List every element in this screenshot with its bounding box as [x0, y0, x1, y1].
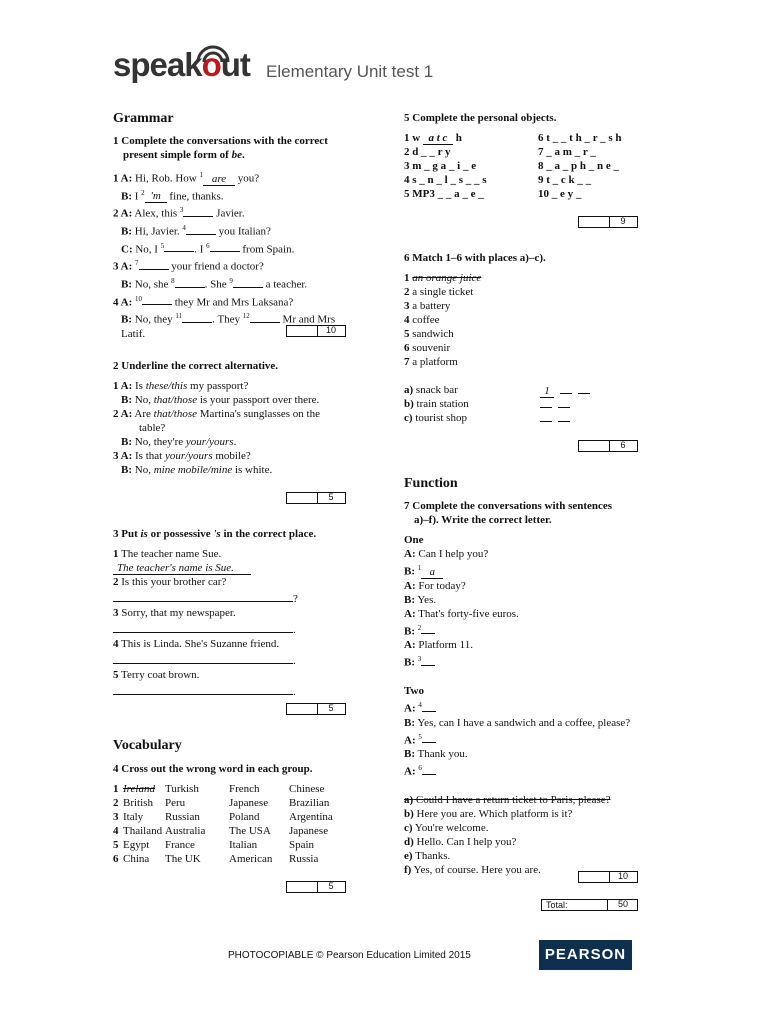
match-item-text: coffee: [412, 314, 440, 326]
vocab-word[interactable]: Russia: [289, 853, 319, 865]
grammar-heading: Grammar: [113, 111, 174, 126]
vocab-word[interactable]: Spain: [289, 839, 315, 851]
vocab-word[interactable]: French: [229, 783, 260, 795]
match-item: [404, 341, 640, 355]
question-3: 3 Put is or possessive 's in the correct place. 1 The teacher name Sue. The teacher's name is Sue. 2 Is this your brother car? ? 3 Sorry, that my newspaper. . 4 This is Linda. She's Suzanne friend. . 5 Terry coat brown. .: [113, 528, 317, 698]
vocab-word[interactable]: Peru: [165, 797, 186, 809]
answer-blank[interactable]: [210, 241, 240, 252]
vocab-row: [113, 810, 349, 824]
score-box-q2[interactable]: 5: [286, 492, 346, 504]
total-value: 50: [617, 899, 628, 909]
sentence-option-text: Hello. Can I help you?: [413, 835, 517, 848]
question-5: 1 w a t c h 6 t _ _ t h _ r _ s h 2 d _ _ r y 7 _ a m _ r _ 3 m _ g a _ i _ e 8 _ a _ p h _ n e _ 4 s _ n _ l _ s _ _ s 9 t _ c k _ _ 5 MP3 _ _ a _ e _ 10 _ e y _: [404, 132, 622, 200]
match-item-text: souvenir: [412, 342, 451, 354]
sentence-option-letter: a): [404, 793, 414, 806]
vocab-word[interactable]: British: [123, 797, 153, 809]
sentence-option-letter: e): [404, 849, 413, 862]
sentence-option-letter: f): [404, 863, 412, 876]
answer-line[interactable]: [113, 620, 293, 633]
score-box-q3[interactable]: 5: [286, 703, 346, 715]
answer-line[interactable]: [113, 651, 293, 664]
sentence-option: [404, 835, 654, 849]
match-answer-blank[interactable]: [578, 383, 590, 394]
vocab-word[interactable]: Italian: [229, 839, 258, 851]
vocab-word[interactable]: American: [229, 853, 273, 865]
vocab-row-number: 1: [113, 783, 119, 795]
score-box-q1[interactable]: 10: [286, 325, 346, 337]
score-box-q5[interactable]: 9: [578, 216, 638, 228]
sentence-option-text: You're welcome.: [412, 821, 489, 834]
vocab-word[interactable]: Turkish: [165, 783, 199, 795]
score-box-q4[interactable]: 5: [286, 881, 346, 893]
match-answer-blanks[interactable]: [540, 383, 596, 398]
answer-blank[interactable]: [183, 206, 213, 217]
vocab-word[interactable]: China: [123, 853, 150, 865]
answer-blank[interactable]: [422, 764, 436, 775]
match-place: [404, 397, 640, 411]
sentence-option: [404, 793, 654, 807]
sentence-option: [404, 807, 654, 821]
pearson-logo: PEARSON: [539, 940, 632, 970]
vocab-word[interactable]: Italy: [123, 811, 144, 823]
match-answer-blank[interactable]: [560, 383, 572, 394]
speakout-logo: speakout: [113, 46, 250, 83]
match-item-number: 2: [404, 286, 410, 298]
match-place-text: snack bar: [413, 384, 458, 396]
sentence-option-text: Yes, of course. Here you are.: [411, 863, 541, 876]
answer-blank[interactable]: [421, 655, 435, 666]
match-item-text: an orange juice: [412, 272, 482, 284]
match-answer-blank[interactable]: [558, 411, 570, 422]
vocab-word[interactable]: Egypt: [123, 839, 150, 851]
vocab-word[interactable]: Australia: [165, 825, 206, 837]
speaker-waves-icon: [192, 42, 234, 64]
match-place-text: train station: [413, 398, 469, 410]
answer-blank[interactable]: [233, 277, 263, 288]
answer-blank[interactable]: [422, 701, 436, 712]
vocabulary-heading: Vocabulary: [113, 738, 182, 753]
answer-blank[interactable]: [142, 294, 172, 305]
answer-blank[interactable]: [182, 312, 212, 323]
vocab-row-number: 2: [113, 797, 119, 809]
match-item-number: 6: [404, 342, 410, 354]
answer-blank[interactable]: [139, 259, 169, 270]
vocab-word[interactable]: The USA: [229, 825, 271, 837]
vocab-word[interactable]: France: [165, 839, 195, 851]
total-score-box[interactable]: [541, 899, 638, 911]
vocab-row-number: 4: [113, 825, 119, 837]
answer-blank[interactable]: [164, 241, 194, 252]
match-item: [404, 313, 640, 327]
sentence-option-letter: c): [404, 821, 413, 834]
answer-blank[interactable]: [250, 312, 280, 323]
alternative-choice[interactable]: your/yours: [185, 436, 234, 448]
match-item-text: sandwich: [412, 328, 454, 340]
match-item-text: a platform: [412, 356, 458, 368]
answer-blank[interactable]: [421, 623, 435, 634]
match-answer-blank[interactable]: [558, 397, 570, 408]
vocab-row-number: 6: [113, 853, 119, 865]
question-6-items: [404, 271, 640, 369]
total-label: Total:: [542, 900, 608, 910]
vocab-word[interactable]: Japanese: [289, 825, 329, 837]
vocab-word[interactable]: Chinese: [289, 783, 325, 795]
vocab-word[interactable]: Thailand: [123, 825, 163, 837]
alternative-choice[interactable]: that/those: [153, 394, 198, 406]
question-4-instruction: 4 Cross out the wrong word in each group.: [113, 763, 313, 775]
match-item: [404, 327, 640, 341]
sentence-option-text: Thanks.: [412, 849, 451, 862]
sentence-option-text: Could I have a return ticket to Paris, please?: [413, 793, 611, 806]
match-item-text: a single ticket: [412, 286, 474, 298]
match-item: [404, 285, 640, 299]
vocab-word[interactable]: Japanese: [229, 797, 269, 809]
question-6-instruction: 6 Match 1–6 with places a)–c).: [404, 252, 546, 264]
answer-line[interactable]: [113, 682, 293, 695]
match-item-number: 3: [404, 300, 410, 312]
vocab-word[interactable]: Ireland: [123, 783, 155, 795]
sentence-option: [404, 849, 654, 863]
vocab-word[interactable]: The UK: [165, 853, 201, 865]
match-item-number: 4: [404, 314, 410, 326]
vocab-word[interactable]: Russian: [165, 811, 200, 823]
match-place-letter: b): [404, 398, 414, 410]
sentence-option-letter: b): [404, 807, 414, 820]
match-answer-blank[interactable]: [540, 411, 552, 422]
question-5-instruction: 5 Complete the personal objects.: [404, 112, 557, 124]
answer-line[interactable]: [113, 589, 293, 602]
sentence-option: [404, 821, 654, 835]
score-box-q6[interactable]: 6: [578, 440, 638, 452]
alternative-choice[interactable]: these/this: [145, 380, 188, 392]
match-place-text: tourist shop: [412, 412, 467, 424]
vocab-row-number: 3: [113, 811, 119, 823]
alternative-choice[interactable]: mine mobile/mine: [153, 464, 233, 476]
vocab-row: [113, 796, 349, 810]
match-item-text: a battery: [412, 300, 451, 312]
match-item-number: 1: [404, 272, 410, 284]
match-item-number: 7: [404, 356, 410, 368]
match-place: [404, 383, 640, 397]
vocab-row: [113, 824, 349, 838]
question-2: 2 Underline the correct alternative. 1 A: Is these/this my passport? B: No, that/those is your passport over there. 2 A: Are that/those Martina's sunglasses on the table? B: No, they're your/yours. 3 A: Is that your/yours mobile? B: No, mine mobile/mine is white.: [113, 360, 320, 476]
alternative-choice[interactable]: that/those: [153, 408, 198, 420]
test-title: Elementary Unit test 1: [266, 62, 434, 81]
vocab-word[interactable]: Argentina: [289, 811, 333, 823]
match-answer-blank[interactable]: 1: [540, 386, 554, 398]
match-answer-blank[interactable]: [540, 397, 552, 408]
vocab-word[interactable]: Brazilian: [289, 797, 330, 809]
score-box-q7[interactable]: 10: [578, 871, 638, 883]
question-7-options: [404, 793, 654, 877]
vocab-word[interactable]: Poland: [229, 811, 260, 823]
match-place: [404, 411, 640, 425]
match-answer-blanks[interactable]: [540, 397, 576, 412]
vocab-row: [113, 852, 349, 866]
match-place-letter: c): [404, 412, 413, 424]
sentence-option-letter: d): [404, 835, 414, 848]
match-item: [404, 271, 640, 285]
sentence-option-text: Here you are. Which platform is it?: [413, 807, 573, 820]
copyright-footer: PHOTOCOPIABLE © Pearson Education Limited 2015: [228, 950, 471, 961]
match-item-number: 5: [404, 328, 410, 340]
alternative-choice[interactable]: your/yours: [164, 450, 213, 462]
match-item: [404, 355, 640, 369]
question-6-places: [404, 383, 640, 425]
answer-example: are: [203, 174, 235, 186]
vocab-row: [113, 838, 349, 852]
question-7: 7 Complete the conversations with sentences a)–f). Write the correct letter. One A: Can I help you? B: $^1$ a A: For today? B: Yes. A: That's forty-five euros. B: $^2$ A: Platform 11. B: $^3$ Two A: $^4$ B: Yes, can I have a sandwich and a coffee, please? A: $^5$ B: Thank you. A: $^6$ a) Could I have a return ticket to Paris, please? b) Here you are. Which platform is it? c) You're welcome. d) Hello. Can I help you? e) Thanks. f) Yes, of course. Here you are.: [404, 499, 654, 877]
vocab-row-number: 5: [113, 839, 119, 851]
function-heading: Function: [404, 476, 458, 491]
answer-blank[interactable]: [422, 732, 436, 743]
match-place-letter: a): [404, 384, 414, 396]
question-1: 1 Complete the conversations with the correct present simple form of be. 1 A: Hi, Rob. How $^1$ are you? B: I $^2$ 'm fine, thanks. 2 A: Alex, this $^3$ Javier. B: Hi, Javier. $^4$ you Italian? C: No, I $^5$ . I $^6$ from Spain. 3 A: $^7$ your friend a doctor? B: No, she $^8$ . She $^9$ a teacher. 4 A: $^{10}$ they Mr and Mrs Laksana? B: No, they $^{11}$ . They $^{12}$ Mr and Mrs Latif.: [113, 135, 336, 340]
vocab-row: [113, 782, 349, 796]
answer-blank[interactable]: [175, 277, 205, 288]
question-4-grid: [113, 782, 349, 866]
match-item: [404, 299, 640, 313]
match-answer-blanks[interactable]: [540, 411, 576, 426]
answer-blank[interactable]: [186, 224, 216, 235]
